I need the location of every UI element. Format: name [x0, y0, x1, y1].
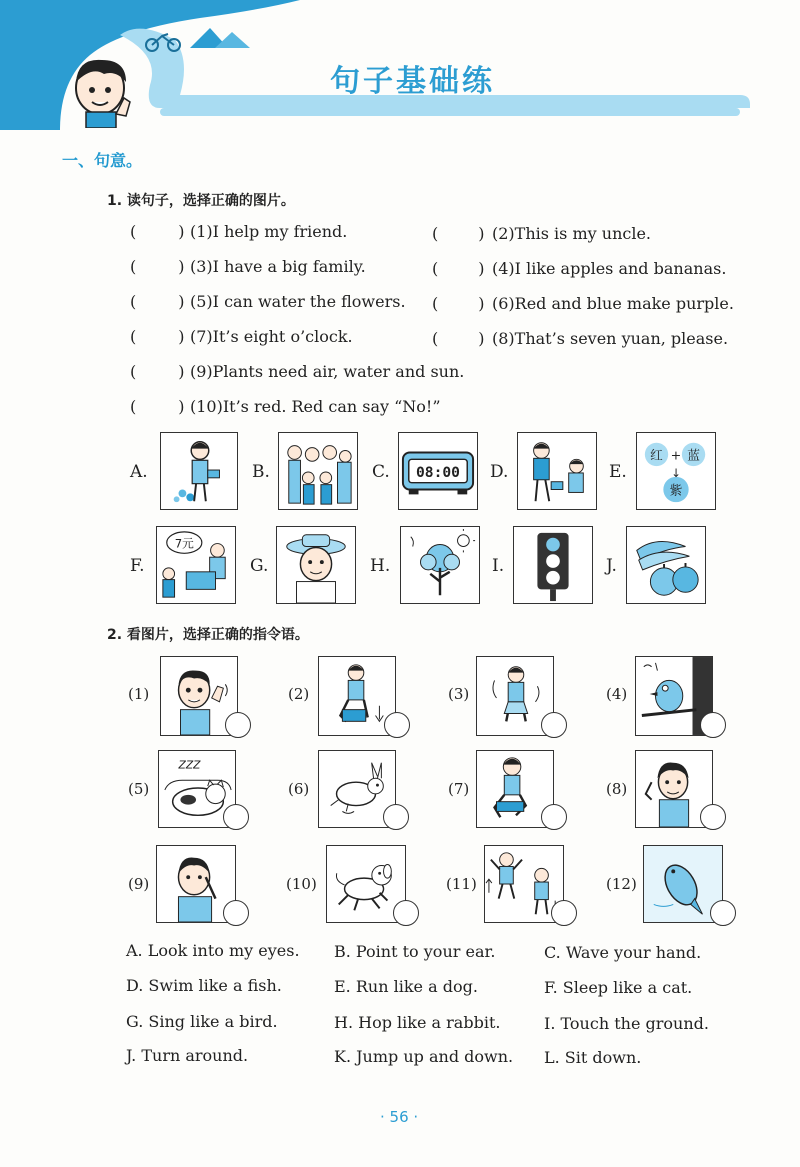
- answer-circle[interactable]: [700, 712, 726, 738]
- sentence-row: ( ) (3)I have a big family.: [130, 257, 366, 276]
- picture-number: (8): [606, 780, 628, 798]
- picture-number: (1): [128, 685, 150, 703]
- clock-readout: 08:00: [416, 463, 460, 481]
- boy-mascot-icon: [64, 52, 144, 128]
- sentence-row: ( ) (7)It’s eight o’clock.: [130, 327, 353, 346]
- command-option: L. Sit down.: [544, 1048, 642, 1067]
- command-option: F. Sleep like a cat.: [544, 978, 693, 997]
- picture-label: C.: [372, 462, 390, 482]
- answer-circle[interactable]: [541, 712, 567, 738]
- answer-circle[interactable]: [225, 712, 251, 738]
- picture-number: (11): [446, 875, 477, 893]
- picture-h-plant: [400, 526, 480, 604]
- command-option: G. Sing like a bird.: [126, 1012, 278, 1031]
- svg-text:+: +: [670, 447, 682, 463]
- question-1-title: 1. 读句子，选择正确的图片。: [107, 193, 295, 209]
- command-option: I. Touch the ground.: [544, 1014, 709, 1033]
- picture-number: (3): [448, 685, 470, 703]
- page-title: 句子基础练: [330, 64, 495, 99]
- page-number: · 56 ·: [380, 1108, 419, 1126]
- picture-j-fruits: [626, 526, 706, 604]
- svg-text:红: 红: [650, 447, 663, 463]
- sentence-row: ( ) (8)That’s seven yuan, please.: [432, 329, 729, 348]
- answer-circle[interactable]: [700, 804, 726, 830]
- picture-number: (10): [286, 875, 317, 893]
- picture-g-uncle: [276, 526, 356, 604]
- picture-label: H.: [370, 556, 391, 576]
- svg-text:ZZZ: ZZZ: [178, 758, 201, 772]
- answer-circle[interactable]: [223, 900, 249, 926]
- command-option: C. Wave your hand.: [544, 943, 702, 962]
- answer-circle[interactable]: [393, 900, 419, 926]
- picture-number: (5): [128, 780, 150, 798]
- picture-b-family: [278, 432, 358, 510]
- answer-circle[interactable]: [541, 804, 567, 830]
- command-option: K. Jump up and down.: [334, 1047, 514, 1066]
- svg-text:↓: ↓: [671, 465, 681, 480]
- answer-circle[interactable]: [710, 900, 736, 926]
- picture-number: (2): [288, 685, 310, 703]
- command-option: B. Point to your ear.: [334, 942, 496, 961]
- picture-i-traffic-light: [513, 526, 593, 604]
- picture-number: (9): [128, 875, 150, 893]
- answer-circle[interactable]: [384, 712, 410, 738]
- question-2-title: 2. 看图片，选择正确的指令语。: [107, 627, 309, 643]
- sentence-row: ( ) (5)I can water the flowers.: [130, 292, 406, 311]
- picture-number: (6): [288, 780, 310, 798]
- command-option: E. Run like a dog.: [334, 977, 478, 996]
- picture-label: A.: [130, 462, 148, 482]
- picture-label: G.: [250, 556, 269, 576]
- command-option: H. Hop like a rabbit.: [334, 1013, 501, 1032]
- picture-number: (4): [606, 685, 628, 703]
- section-title: 一、句意。: [62, 151, 143, 170]
- answer-circle[interactable]: [551, 900, 577, 926]
- picture-d-helping-friend: [517, 432, 597, 510]
- picture-a-watering-flowers: [160, 432, 238, 510]
- picture-label: J.: [606, 556, 617, 576]
- picture-c-clock: [398, 432, 478, 510]
- picture-number: (7): [448, 780, 470, 798]
- picture-f-shop: [156, 526, 236, 604]
- sentence-row: ( ) (4)I like apples and bananas.: [432, 259, 727, 278]
- answer-circle[interactable]: [223, 804, 249, 830]
- picture-label: I.: [492, 556, 505, 576]
- picture-label: B.: [252, 462, 270, 482]
- picture-label: E.: [609, 462, 627, 482]
- answer-circle[interactable]: [383, 804, 409, 830]
- command-option: D. Swim like a fish.: [126, 976, 282, 995]
- svg-text:紫: 紫: [669, 482, 683, 498]
- sentence-row: ( ) (1)I help my friend.: [130, 222, 348, 241]
- sentence-row: ( ) (6)Red and blue make purple.: [432, 294, 734, 313]
- svg-text:7元: 7元: [174, 536, 194, 551]
- picture-number: (12): [606, 875, 637, 893]
- sentence-row: ( ) (10)It’s red. Red can say “No!”: [130, 397, 441, 416]
- svg-text:蓝: 蓝: [687, 447, 700, 463]
- picture-e-colors: [636, 432, 716, 510]
- picture-label: F.: [130, 556, 145, 576]
- picture-label: D.: [490, 462, 509, 482]
- sentence-row: ( ) (9)Plants need air, water and sun.: [130, 362, 465, 381]
- sentence-row: ( ) (2)This is my uncle.: [432, 224, 652, 243]
- command-option: J. Turn around.: [126, 1046, 249, 1065]
- command-option: A. Look into my eyes.: [126, 941, 300, 960]
